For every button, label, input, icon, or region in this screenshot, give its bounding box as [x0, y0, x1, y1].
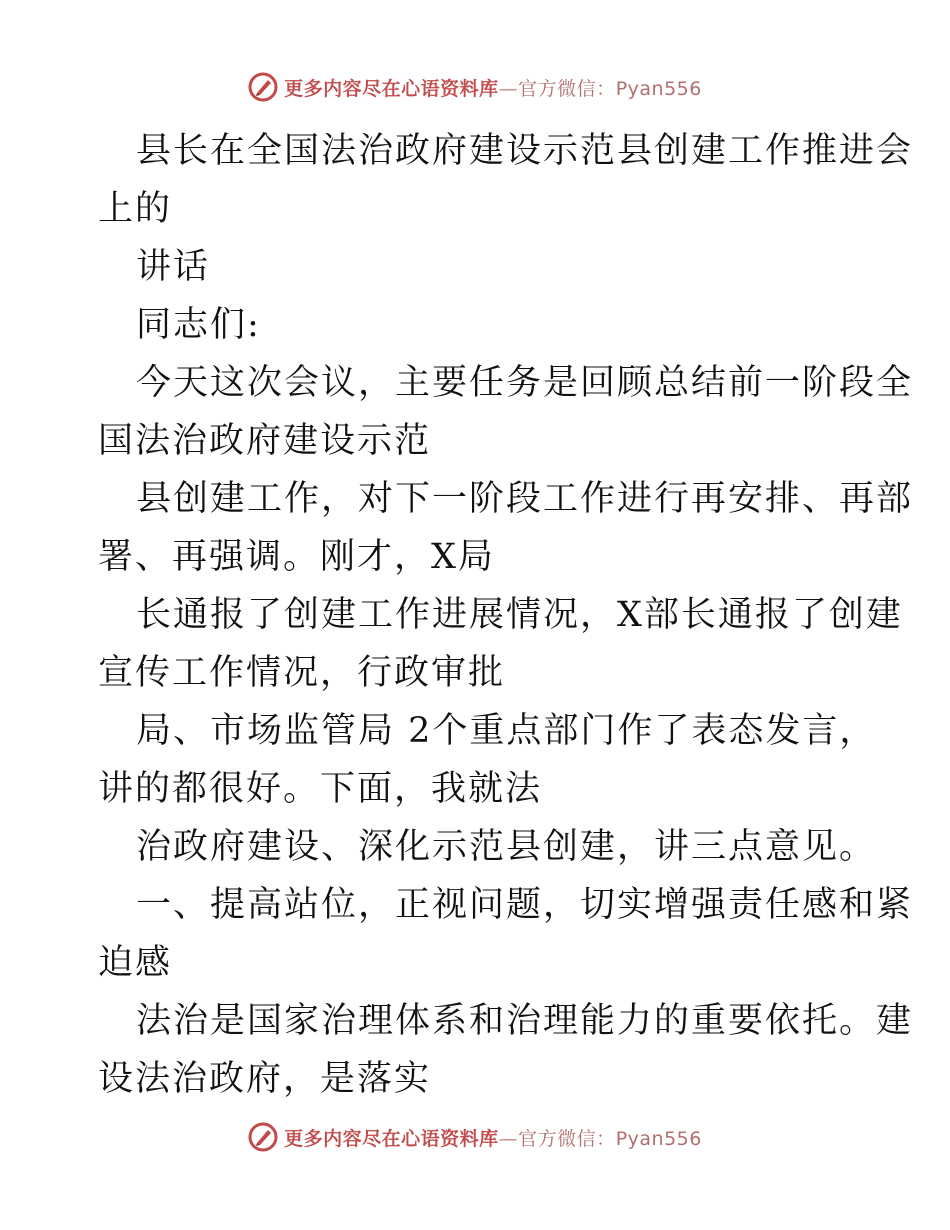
- doc-line: 设法治政府，是落实: [98, 1059, 432, 1099]
- document-body: [98, 122, 914, 1108]
- doc-line: 国法治政府建设示范: [98, 421, 432, 461]
- pen-logo-icon: [248, 72, 278, 102]
- doc-line: 县长在全国法治政府建设示范县创建工作推进会: [136, 131, 914, 171]
- doc-line: 讲的都很好。下面，我就法: [98, 769, 543, 809]
- doc-line: 迫感: [98, 943, 173, 983]
- doc-line: 法治是国家治理体系和治理能力的重要依托。建: [136, 1001, 914, 1041]
- watermark-dash: —: [498, 1127, 519, 1150]
- doc-line: 县创建工作，对下一阶段工作进行再安排、再部: [136, 479, 914, 519]
- doc-line: 上的: [98, 189, 173, 229]
- pen-logo-icon: [248, 1122, 278, 1152]
- watermark-official-label: 官方微信：: [518, 1127, 616, 1150]
- doc-line: 局、市场监管局 2个重点部门作了表态发言，: [136, 711, 877, 751]
- doc-line: 同志们:: [136, 305, 261, 345]
- footer-watermark: [0, 1122, 950, 1152]
- doc-line: 今天这次会议，主要任务是回顾总结前一阶段全: [136, 363, 914, 403]
- doc-line: 长通报了创建工作进展情况，X部长通报了创建: [136, 595, 903, 635]
- watermark-brand: 更多内容尽在心语资料库: [284, 77, 499, 100]
- doc-line: 一、提高站位，正视问题，切实增强责任感和紧: [136, 885, 914, 925]
- watermark-brand: 更多内容尽在心语资料库: [284, 1127, 499, 1150]
- doc-line: 署、再强调。刚才，X局: [98, 537, 495, 577]
- doc-line: 治政府建设、深化示范县创建，讲三点意见。: [136, 827, 877, 867]
- watermark-official-label: 官方微信：: [518, 77, 616, 100]
- watermark-wechat-id: Pyan556: [615, 1127, 702, 1150]
- header-watermark: [0, 72, 950, 102]
- doc-line: 讲话: [136, 247, 211, 287]
- watermark-dash: —: [498, 77, 519, 100]
- doc-line: 宣传工作情况，行政审批: [98, 653, 506, 693]
- watermark-wechat-id: Pyan556: [615, 77, 702, 100]
